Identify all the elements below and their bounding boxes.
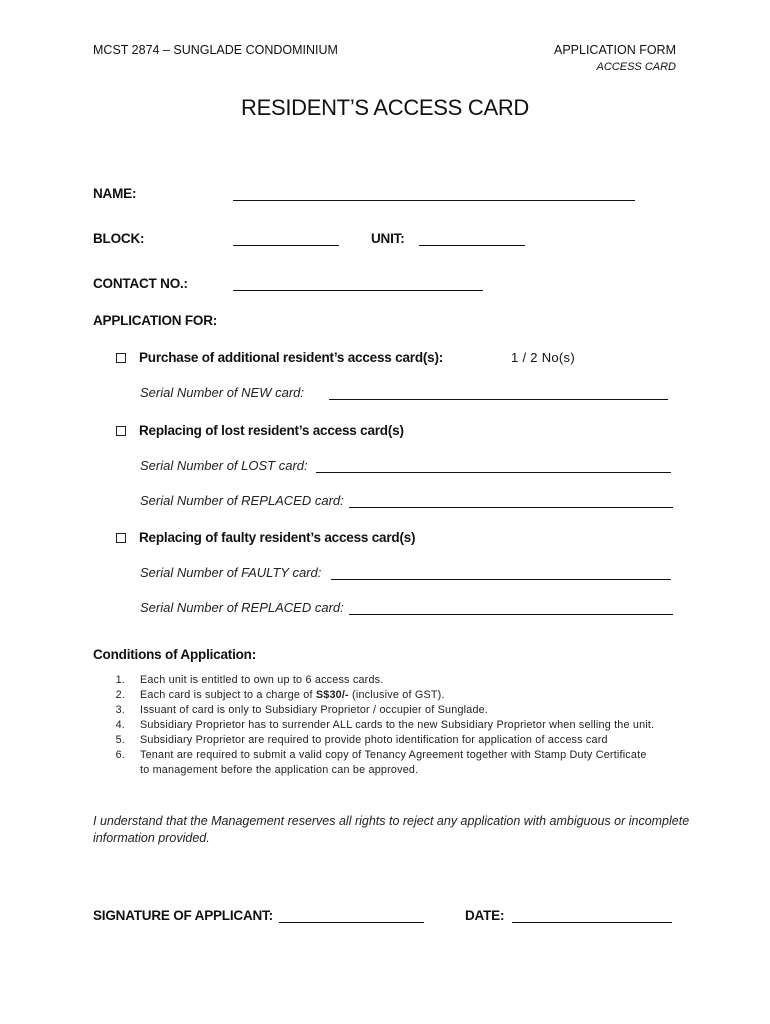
- serial-new-label: Serial Number of NEW card:: [140, 385, 304, 400]
- option-purchase-label: Purchase of additional resident’s access card(s):: [139, 350, 444, 365]
- condition-text-post: (inclusive of GST).: [348, 689, 445, 701]
- checkbox-purchase[interactable]: [116, 353, 126, 363]
- condition-number: 5.: [115, 734, 125, 746]
- option-lost-label: Replacing of lost resident’s access card(s): [139, 423, 404, 438]
- page-title: RESIDENT’S ACCESS CARD: [240, 95, 529, 120]
- condition-text: [140, 689, 445, 701]
- name-label: NAME:: [93, 186, 137, 201]
- serial-lost-label: Serial Number of LOST card:: [140, 458, 308, 473]
- form-type: APPLICATION FORM: [553, 43, 676, 57]
- condition-text: Subsidiary Proprietor are required to provide photo identification for application of access card: [140, 734, 608, 746]
- serial-new-field[interactable]: [329, 399, 668, 400]
- checkbox-faulty[interactable]: [116, 533, 126, 543]
- condition-text-pre: Each card is subject to a charge of: [140, 689, 316, 701]
- checkbox-lost[interactable]: [116, 426, 126, 436]
- name-field[interactable]: [233, 200, 635, 201]
- condition-text-continued: to management before the application can be approved.: [140, 764, 419, 776]
- signature-field[interactable]: [279, 922, 424, 923]
- condition-number: 6.: [115, 749, 125, 761]
- form-subtype: ACCESS CARD: [596, 61, 676, 73]
- serial-replaced-field-2[interactable]: [349, 614, 673, 615]
- condition-number: 2.: [115, 689, 125, 701]
- condition-number: 1.: [115, 674, 125, 686]
- signature-label: SIGNATURE OF APPLICANT:: [93, 908, 273, 923]
- block-label: BLOCK:: [93, 231, 145, 246]
- unit-label: UNIT:: [371, 231, 405, 246]
- condition-text: Each unit is entitled to own up to 6 access cards.: [140, 674, 384, 686]
- date-field[interactable]: [512, 922, 672, 923]
- option-faulty-label: Replacing of faulty resident’s access card(s): [139, 530, 416, 545]
- unit-field[interactable]: [419, 245, 525, 246]
- condition-text: Tenant are required to submit a valid copy of Tenancy Agreement together with Stamp Duty Certificate: [140, 749, 647, 761]
- contact-label: CONTACT NO.:: [93, 276, 188, 291]
- declaration-text: I understand that the Management reserves all rights to reject any application with ambiguous or incomplete information provided.: [93, 814, 690, 845]
- block-field[interactable]: [233, 245, 339, 246]
- serial-lost-field[interactable]: [316, 472, 671, 473]
- serial-faulty-label: Serial Number of FAULTY card:: [140, 565, 322, 580]
- date-label: DATE:: [465, 908, 505, 923]
- condition-text: Subsidiary Proprietor has to surrender ALL cards to the new Subsidiary Proprietor when selling the unit.: [140, 719, 655, 731]
- card-charge-amount: S$30/-: [315, 689, 349, 701]
- serial-replaced-label-2: Serial Number of REPLACED card:: [140, 600, 344, 615]
- organization-name: MCST 2874 – SUNGLADE CONDOMINIUM: [93, 43, 338, 57]
- quantity-choice[interactable]: 1 / 2 No(s): [511, 350, 575, 365]
- serial-replaced-label-1: Serial Number of REPLACED card:: [140, 493, 344, 508]
- serial-faulty-field[interactable]: [331, 579, 671, 580]
- application-for-label: APPLICATION FOR:: [93, 313, 218, 328]
- condition-number: 4.: [115, 719, 125, 731]
- conditions-heading: Conditions of Application:: [93, 647, 257, 662]
- contact-field[interactable]: [233, 290, 483, 291]
- condition-number: 3.: [115, 704, 125, 716]
- serial-replaced-field-1[interactable]: [349, 507, 673, 508]
- condition-text: Issuant of card is only to Subsidiary Proprietor / occupier of Sunglade.: [140, 704, 489, 716]
